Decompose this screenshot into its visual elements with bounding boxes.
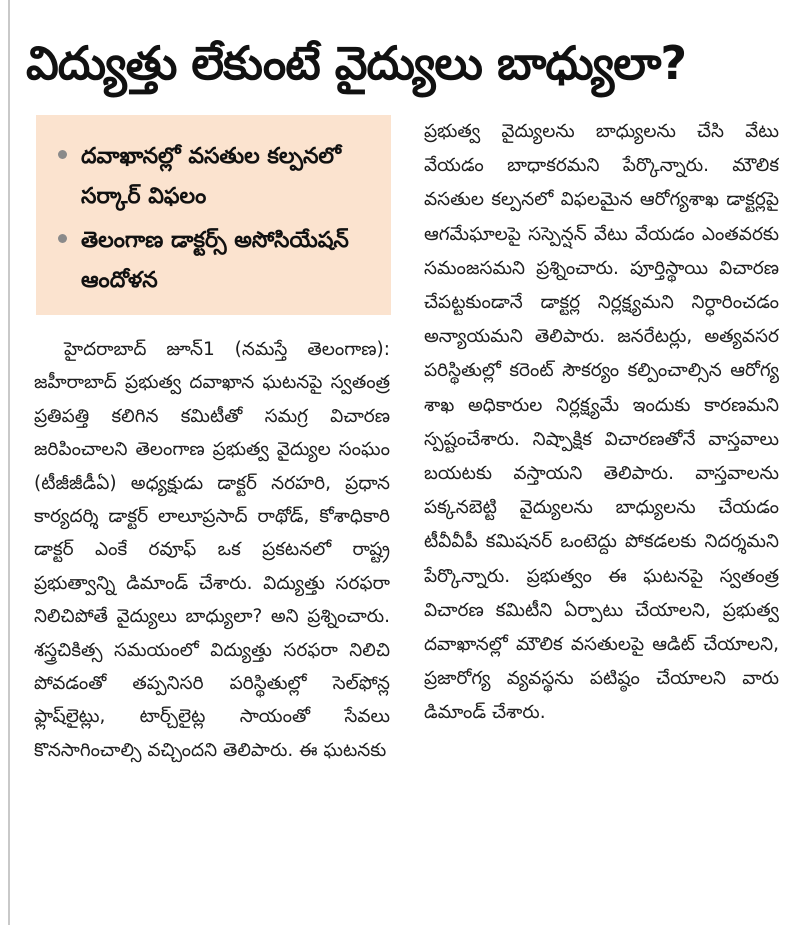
highlight-text: దవాఖానల్లో వసతుల కల్పనలో సర్కార్ విఫలం [81, 144, 342, 209]
body-paragraph-left: హైదరాబాద్ జూన్1 (నమస్తే తెలంగాణ): జహీరాబాద్ ప్రభుత్వ దవాఖాన ఘటనపై స్వతంత్ర ప్రతిపత్తి కలిగిన కమిటీతో సమగ్ర విచారణ జరిపించాలని తెలంగాణ ప్రభుత్వ వైద్యుల సంఘం (టీజీజీడీఏ) అధ్యక్షుడు డాక్టర్ నరహరి, ప్రధాన కార్యదర్శి డాక్టర్ లాలూప్రసాద్ రాథోడ్, కోశాధికారి డాక్టర్ ఎంకే రవూఫ్ ఒక ప్రకటనలో రాష్ట్ర ప్రభుత్వాన్ని డిమాండ్ చేశారు. విద్యుత్తు సరఫరా నిలిచిపోతే వైద్యులు బాధ్యులా? అని ప్రశ్నించారు. శస్త్రచికిత్స సమయంలో విద్యుత్తు సరఫరా నిలిచి పోవడంతో తప్పనిసరి పరిస్థితుల్లో సెల్‌ఫోన్ల ఫ్లాష్‌లైట్లు, టార్చ్‌లైట్ల సాయంతో సేవలు కొనసాగించాల్సి వచ్చిందని తెలిపారు. ఈ ఘటనకు [34, 339, 390, 761]
highlight-item [58, 137, 381, 217]
headline: విద్యుత్తు లేకుంటే వైద్యులు బాధ్యులా? [26, 36, 687, 90]
highlight-text: తెలంగాణ డాక్టర్స్ అసోసియేషన్ ఆందోళన [81, 228, 349, 293]
body-column-right [424, 115, 779, 910]
bullet-icon [58, 234, 67, 243]
body-column-left [34, 333, 390, 913]
highlight-box [36, 115, 391, 315]
body-paragraph-right: ప్రభుత్వ వైద్యులను బాధ్యులను చేసి వేటు వేయడం బాధాకరమని పేర్కొన్నారు. మౌలిక వసతుల కల్పనలో విఫలమైన ఆరోగ్యశాఖ డాక్టర్లపై ఆగమేఘాలపై సస్పెన్షన్ వేటు వేయడం ఎంతవరకు సమంజసమని ప్రశ్నించారు. పూర్తిస్థాయి విచారణ చేపట్టకుండానే డాక్టర్ల నిర్లక్ష్యమని నిర్ధారించడం అన్యాయమని తెలిపారు. జనరేటర్లు, అత్యవసర పరిస్థితుల్లో కరెంట్ సౌకర్యం కల్పించాల్సిన ఆరోగ్య శాఖ అధికారుల నిర్లక్ష్యమే ఇందుకు కారణమని స్పష్టంచేశారు. నిష్పాక్షిక విచారణతోనే వాస్తవాలు బయటకు వస్తాయని తెలిపారు. వాస్తవాలను పక్కనబెట్టి వైద్యులను బాధ్యులను చేయడం టీవీవీపీ కమిషనర్ ఒంటెద్దు పోకడలకు నిదర్శమని పేర్కొన్నారు. ప్రభుత్వం ఈ ఘటనపై స్వతంత్ర విచారణ కమిటీని ఏర్పాటు చేయాలని, ప్రభుత్వ దవాఖానల్లో మౌలిక వసతులపై ఆడిట్ చేయాలని, ప్రజారోగ్య వ్యవస్థను పటిష్ఠం చేయాలని వారు డిమాండ్ చేశారు. [424, 121, 779, 724]
highlight-item [58, 221, 381, 301]
bullet-icon [58, 150, 67, 159]
left-border-rule [8, 0, 10, 925]
